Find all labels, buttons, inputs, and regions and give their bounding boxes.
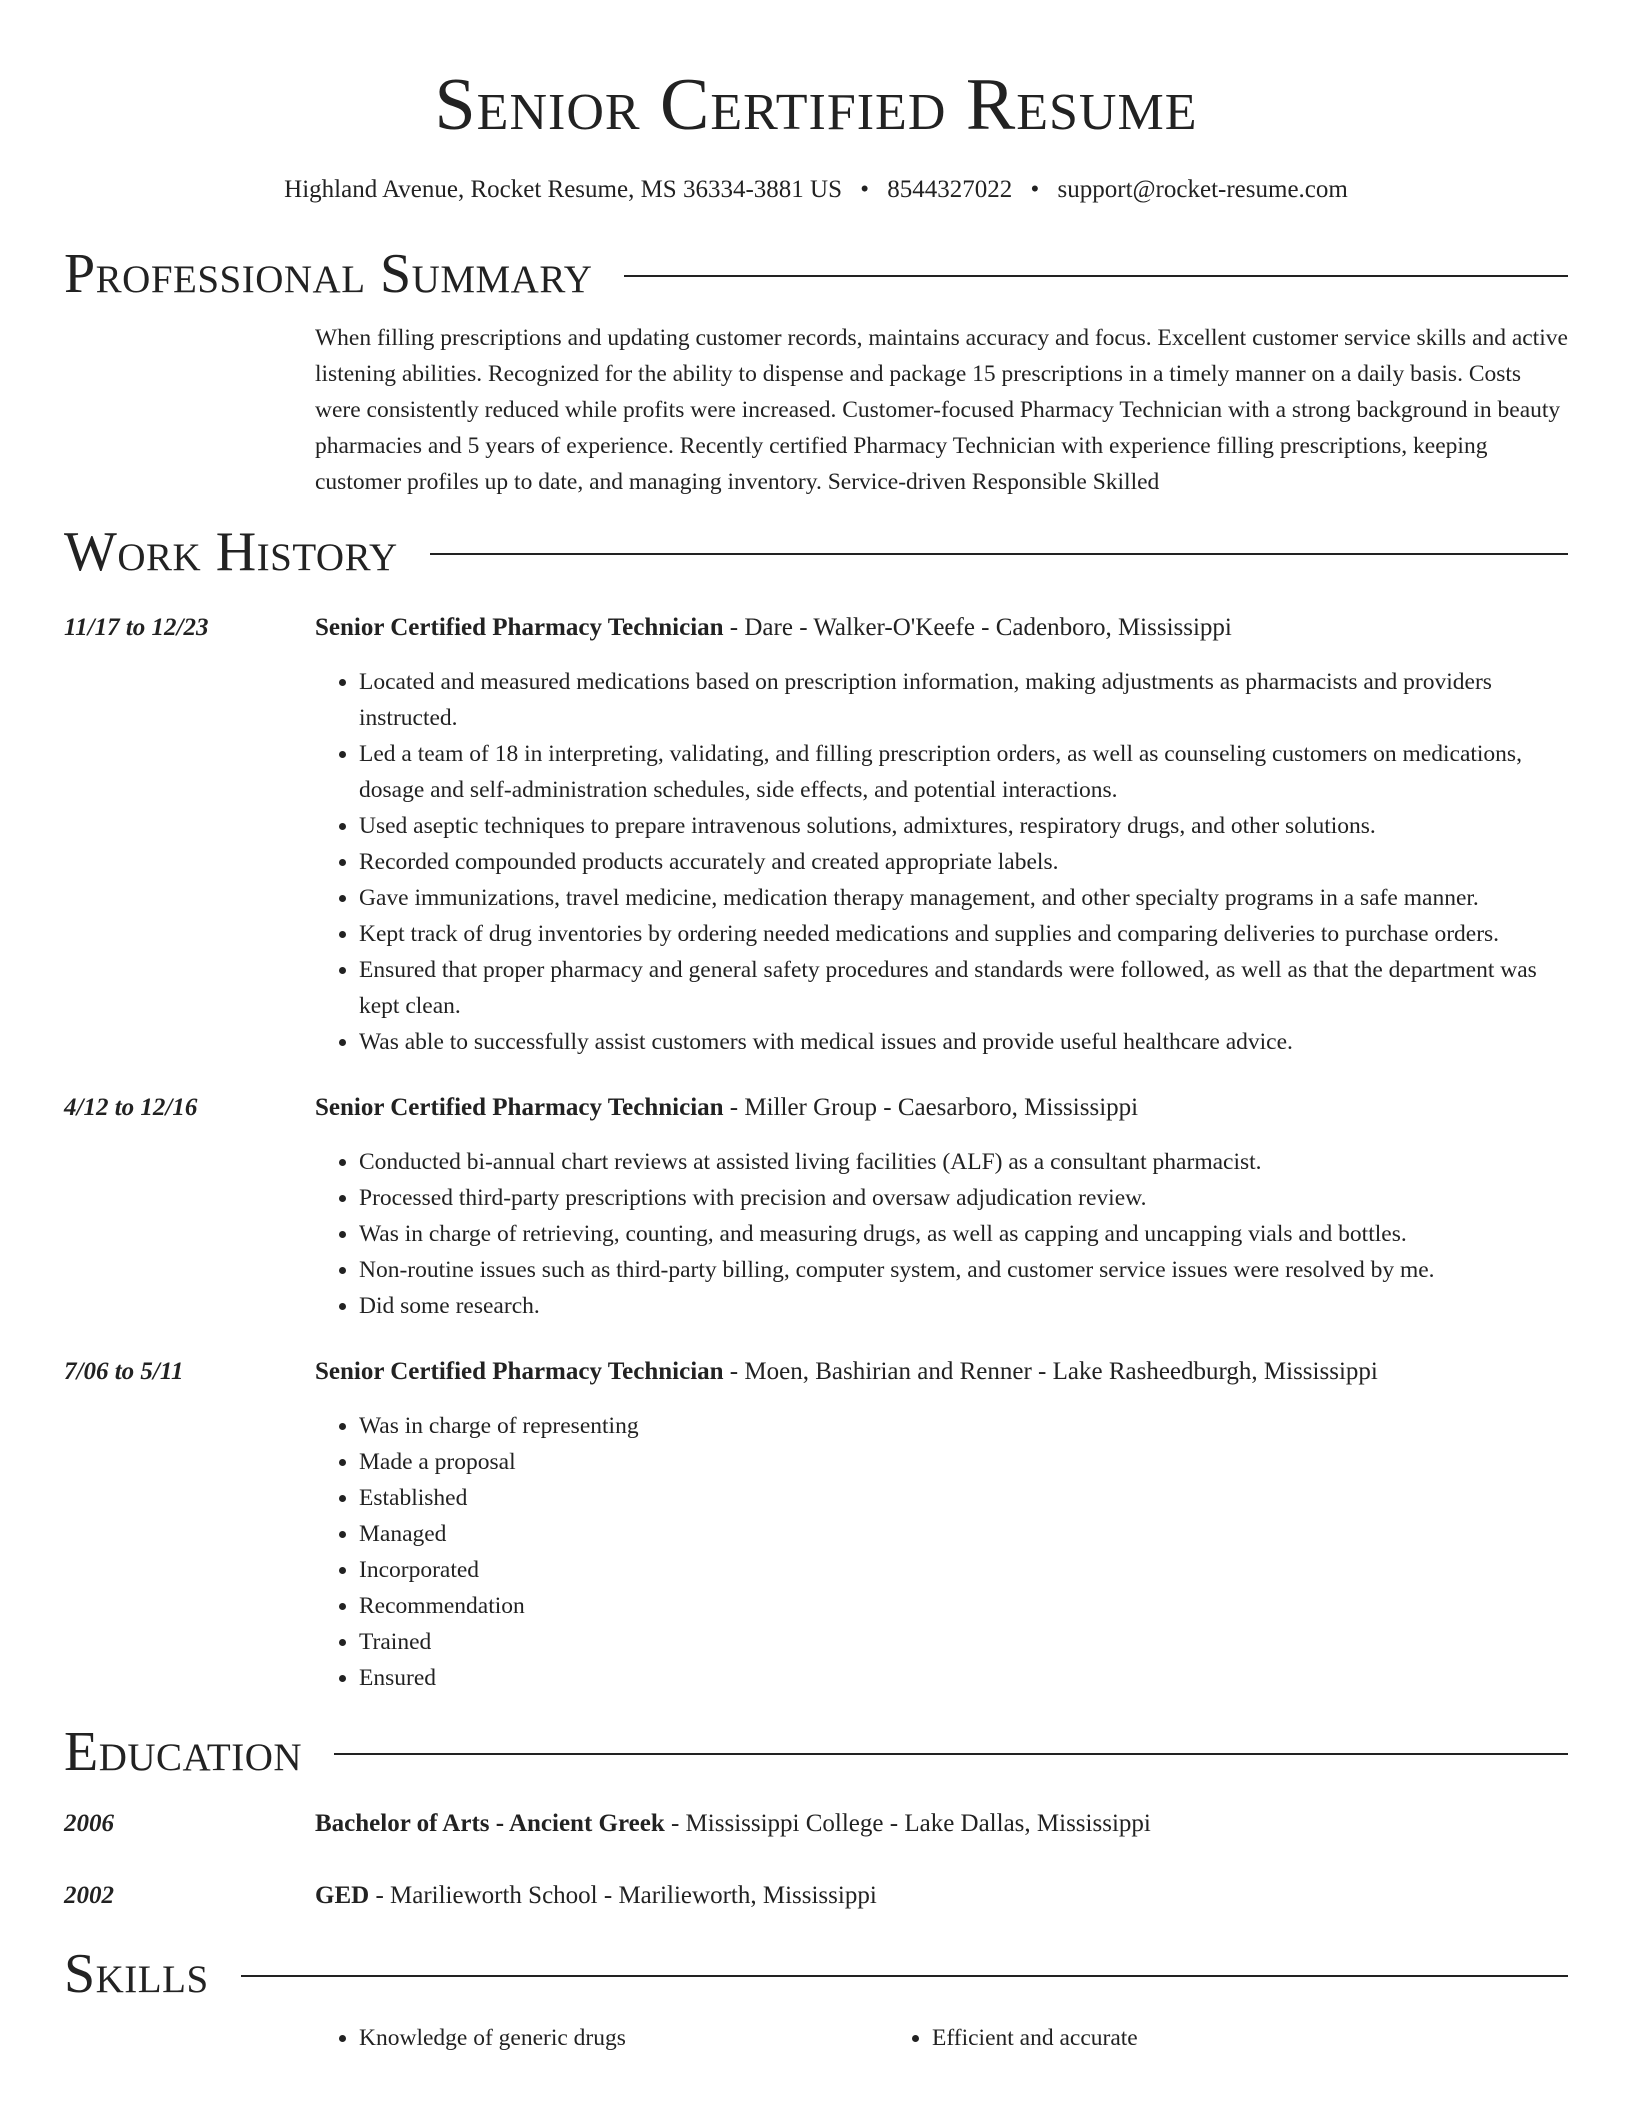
job-title-line bbox=[315, 1354, 1568, 1390]
job-bullets bbox=[315, 664, 1568, 1060]
job-bullets bbox=[315, 1408, 1568, 1696]
job-bullet: • Incorporated bbox=[359, 1552, 1568, 1588]
skills-column bbox=[315, 2020, 888, 2056]
summary-text: When filling prescriptions and updating customer records, maintains accuracy and focus. Excellent customer service skills and active listening abilities. Recognized for the ability to dispense and package 15 prescriptions in a timely manner on a daily basis. Costs were consistently reduced while profits were increased. Customer-focused Pharmacy Technician with a strong background in beauty pharmacies and 5 years of experience. Recently certified Pharmacy Technician with experience filling prescriptions, keeping customer profiles up to date, and managing inventory. Service-driven Responsible Skilled bbox=[315, 325, 1568, 495]
job-bullet: • Managed bbox=[359, 1516, 1568, 1552]
contact-separator: • bbox=[1030, 176, 1040, 203]
job-bullet: • Ensured bbox=[359, 1660, 1568, 1696]
education-degree: GED bbox=[315, 1882, 370, 1909]
job-list bbox=[64, 610, 1568, 1696]
skills-heading: Skills bbox=[64, 1943, 209, 2005]
job-bullet: • Made a proposal bbox=[359, 1444, 1568, 1480]
job-bullet: • Established bbox=[359, 1480, 1568, 1516]
education-list bbox=[64, 1806, 1568, 1914]
job-bullet: • Gave immunizations, travel medicine, medication therapy management, and other specialty programs in a safe manner. bbox=[359, 880, 1568, 916]
skill-item: • Knowledge of generic drugs bbox=[359, 2020, 888, 2056]
education-entry bbox=[64, 1878, 1568, 1914]
job-bullet: • Trained bbox=[359, 1624, 1568, 1660]
job-body bbox=[315, 1354, 1568, 1696]
job-bullet: • Was able to successfully assist customers with medical issues and provide useful healthcare advice. bbox=[359, 1024, 1568, 1060]
section-divider bbox=[334, 1753, 1568, 1755]
work-section-header bbox=[64, 520, 1568, 584]
skill-item: • Efficient and accurate bbox=[932, 2020, 1461, 2056]
education-degree: Bachelor of Arts - Ancient Greek bbox=[315, 1810, 665, 1837]
job-dates: 4/12 to 12/16 bbox=[64, 1094, 198, 1121]
education-section-header bbox=[64, 1720, 1568, 1784]
job-bullet: • Recommendation bbox=[359, 1588, 1568, 1624]
education-year: 2002 bbox=[64, 1882, 114, 1909]
job-dates: 7/06 to 5/11 bbox=[64, 1358, 184, 1385]
resume-name: Senior Certified Resume bbox=[434, 64, 1198, 146]
education-details: - Marilieworth School - Marilieworth, Mississippi bbox=[369, 1882, 877, 1909]
job-entry bbox=[64, 1354, 1568, 1696]
education-details: - Mississippi College - Lake Dallas, Mississippi bbox=[664, 1810, 1151, 1837]
summary-heading: Professional Summary bbox=[64, 243, 593, 305]
work-heading: Work History bbox=[64, 521, 398, 583]
job-bullet: • Located and measured medications based on prescription information, making adjustments as pharmacists and providers instructed. bbox=[359, 664, 1568, 736]
skills-grid bbox=[315, 2020, 1568, 2056]
contact-email: support@rocket-resume.com bbox=[1057, 176, 1348, 203]
job-details: - Dare - Walker-O'Keefe - Cadenboro, Mississippi bbox=[723, 614, 1232, 641]
job-entry bbox=[64, 1090, 1568, 1324]
job-details: - Moen, Bashirian and Renner - Lake Rasheedburgh, Mississippi bbox=[723, 1358, 1378, 1385]
job-bullet: • Non-routine issues such as third-party billing, computer system, and customer service issues were resolved by me. bbox=[359, 1252, 1568, 1288]
contact-address: Highland Avenue, Rocket Resume, MS 36334-3881 US bbox=[284, 176, 842, 203]
education-entry bbox=[64, 1806, 1568, 1842]
job-title: Senior Certified Pharmacy Technician bbox=[315, 614, 724, 641]
job-dates: 11/17 to 12/23 bbox=[64, 614, 209, 641]
job-entry bbox=[64, 610, 1568, 1060]
job-bullets bbox=[315, 1144, 1568, 1324]
education-year: 2006 bbox=[64, 1810, 114, 1837]
section-divider bbox=[241, 1975, 1568, 1977]
contact-line bbox=[64, 174, 1568, 206]
education-body bbox=[315, 1806, 1568, 1842]
education-heading: Education bbox=[64, 1721, 303, 1783]
contact-phone: 8544327022 bbox=[887, 176, 1013, 203]
job-title-line bbox=[315, 610, 1568, 646]
skills-column bbox=[888, 2020, 1461, 2056]
job-bullet: • Was in charge of retrieving, counting, and measuring drugs, as well as capping and uncapping vials and bottles. bbox=[359, 1216, 1568, 1252]
job-title: Senior Certified Pharmacy Technician bbox=[315, 1094, 724, 1121]
summary-section-header bbox=[64, 242, 1568, 306]
job-bullet: • Used aseptic techniques to prepare intravenous solutions, admixtures, respiratory drugs, and other solutions. bbox=[359, 808, 1568, 844]
contact-separator: • bbox=[860, 176, 870, 203]
job-bullet: • Conducted bi-annual chart reviews at assisted living facilities (ALF) as a consultant pharmacist. bbox=[359, 1144, 1568, 1180]
job-bullet: • Processed third-party prescriptions with precision and oversaw adjudication review. bbox=[359, 1180, 1568, 1216]
job-title-line bbox=[315, 1090, 1568, 1126]
education-body bbox=[315, 1878, 1568, 1914]
job-bullet: • Led a team of 18 in interpreting, validating, and filling prescription orders, as well as counseling customers on medications, dosage and self-administration schedules, side effects, and potential interactions. bbox=[359, 736, 1568, 808]
section-divider bbox=[624, 275, 1568, 277]
job-bullet: • Kept track of drug inventories by ordering needed medications and supplies and comparing deliveries to purchase orders. bbox=[359, 916, 1568, 952]
job-details: - Miller Group - Caesarboro, Mississippi bbox=[723, 1094, 1139, 1121]
job-bullet: • Ensured that proper pharmacy and general safety procedures and standards were followed, as well as that the department was kept clean. bbox=[359, 952, 1568, 1024]
job-body bbox=[315, 1090, 1568, 1324]
skills-section-header bbox=[64, 1942, 1568, 2006]
job-body bbox=[315, 610, 1568, 1060]
job-title: Senior Certified Pharmacy Technician bbox=[315, 1358, 724, 1385]
job-bullet: • Was in charge of representing bbox=[359, 1408, 1568, 1444]
job-bullet: • Recorded compounded products accurately and created appropriate labels. bbox=[359, 844, 1568, 880]
section-divider bbox=[430, 553, 1568, 555]
job-bullet: • Did some research. bbox=[359, 1288, 1568, 1324]
